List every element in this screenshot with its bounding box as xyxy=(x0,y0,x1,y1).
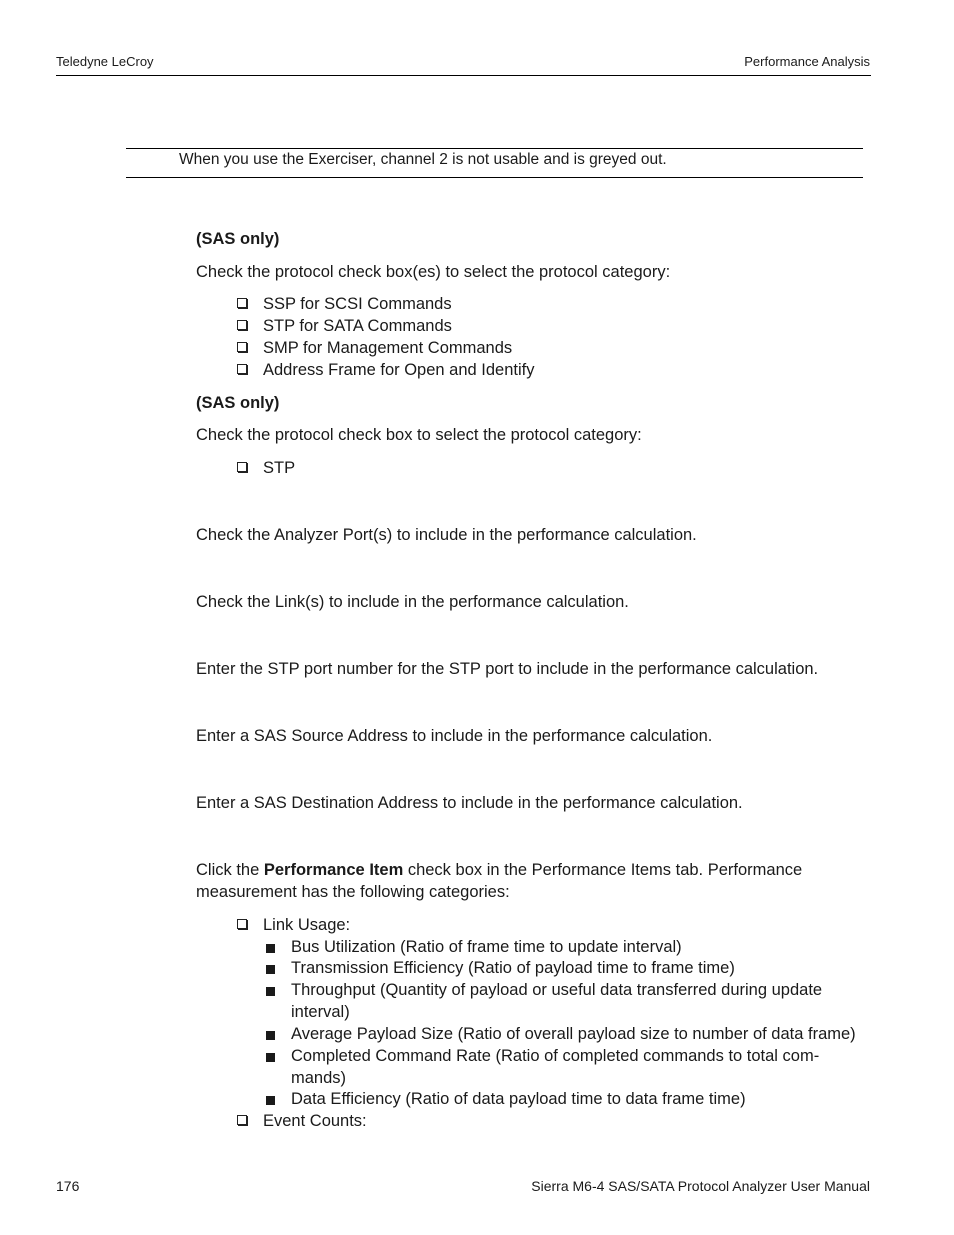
square-bullet-icon xyxy=(266,1096,275,1105)
list-item: STP xyxy=(237,457,295,479)
manual-title: Sierra M6-4 SAS/SATA Protocol Analyzer User Manual xyxy=(531,1178,870,1194)
list-item: SMP for Management Commands xyxy=(237,337,512,359)
checkbox-bullet-icon xyxy=(237,919,247,929)
square-bullet-icon xyxy=(266,944,275,953)
checkbox-bullet-icon xyxy=(237,1115,247,1125)
checkbox-bullet-icon xyxy=(237,462,247,472)
header-company: Teledyne LeCroy xyxy=(56,54,154,69)
note-text: When you use the Exerciser, channel 2 is not usable and is greyed out. xyxy=(179,151,667,168)
page-number: 176 xyxy=(56,1178,80,1194)
note-bottom-rule xyxy=(126,177,863,178)
links-text: Check the Link(s) to include in the performance calculation. xyxy=(196,593,629,611)
protocol-instructions: Check the protocol check box(es) to select the protocol category: xyxy=(196,263,671,281)
list-item: STP for SATA Commands xyxy=(237,315,452,337)
sub-list-item: Average Payload Size (Ratio of overall payload size to number of data frame) xyxy=(266,1023,866,1045)
square-bullet-icon xyxy=(266,1053,275,1062)
sas-only-label: (SAS only) xyxy=(196,230,280,248)
note-top-rule xyxy=(126,148,863,149)
sub-list-item: Bus Utilization (Ratio of frame time to update interval) xyxy=(266,936,866,958)
destination-address-text: Enter a SAS Destination Address to include in the performance calculation. xyxy=(196,794,743,812)
protocol-instructions: Check the protocol check box to select the protocol category: xyxy=(196,426,642,444)
checkbox-bullet-icon xyxy=(237,298,247,308)
list-item: Link Usage: xyxy=(237,914,350,936)
list-item: SSP for SCSI Commands xyxy=(237,293,452,315)
header-section-title: Performance Analysis xyxy=(744,54,870,69)
checkbox-bullet-icon xyxy=(237,342,247,352)
square-bullet-icon xyxy=(266,1031,275,1040)
list-item: Event Counts: xyxy=(237,1110,367,1132)
sub-list-item: Data Efficiency (Ratio of data payload time to data frame time) xyxy=(266,1088,866,1110)
sub-list-item: Transmission Efficiency (Ratio of payload time to frame time) xyxy=(266,957,866,979)
checkbox-bullet-icon xyxy=(237,320,247,330)
checkbox-bullet-icon xyxy=(237,364,247,374)
stp-port-text: Enter the STP port number for the STP port to include in the performance calculation. xyxy=(196,660,819,678)
square-bullet-icon xyxy=(266,987,275,996)
list-item: Address Frame for Open and Identify xyxy=(237,359,534,381)
sub-list-item: Throughput (Quantity of payload or useful data transferred during update interval) xyxy=(266,979,866,1023)
source-address-text: Enter a SAS Source Address to include in the performance calculation. xyxy=(196,727,713,745)
analyzer-ports-text: Check the Analyzer Port(s) to include in the performance calculation. xyxy=(196,526,697,544)
sub-list-item: Completed Command Rate (Ratio of completed commands to total com-mands) xyxy=(266,1045,866,1089)
performance-item-paragraph: Click the Performance Item check box in the Performance Items tab. Performance measurement has the following categories: xyxy=(196,861,803,901)
square-bullet-icon xyxy=(266,965,275,974)
sas-only-label: (SAS only) xyxy=(196,394,280,412)
header-divider xyxy=(56,75,871,76)
